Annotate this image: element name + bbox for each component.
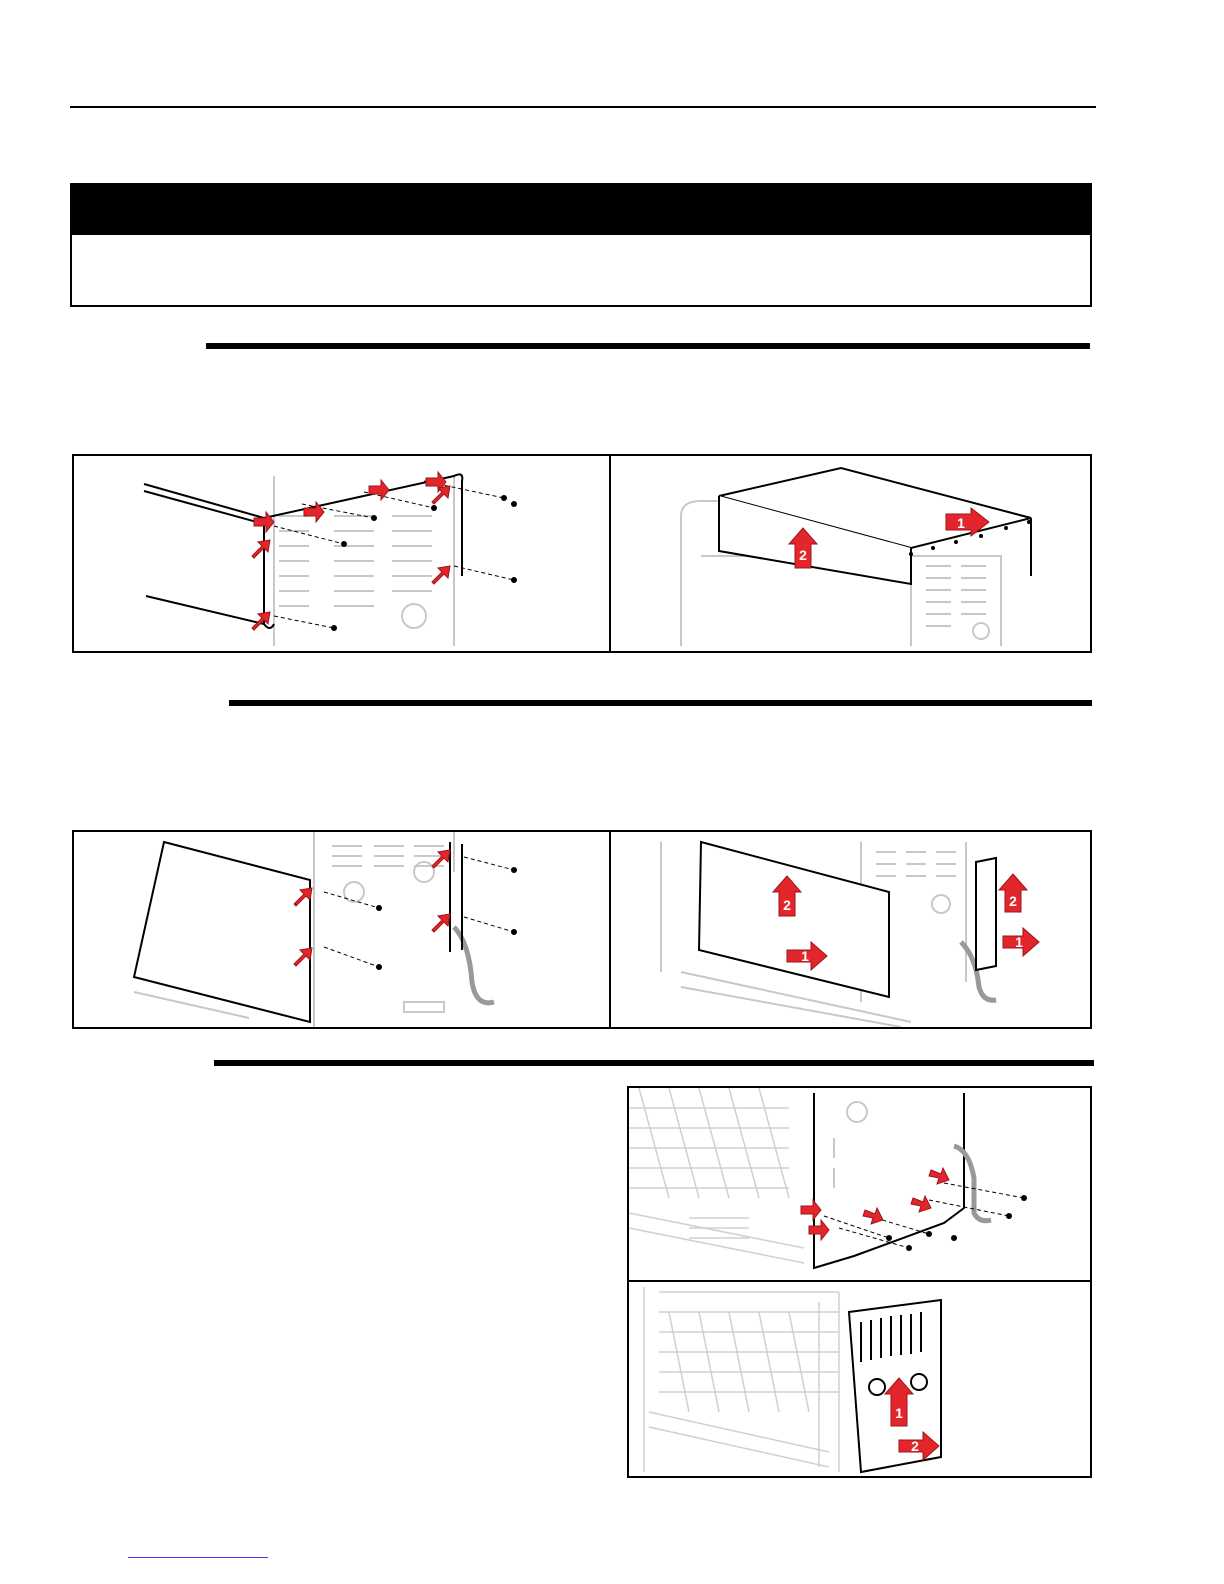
step-label: 1	[801, 948, 809, 964]
figure-side-panel-removal	[609, 830, 1092, 1029]
step-label: 2	[783, 897, 791, 913]
footer-link-underline	[128, 1557, 268, 1558]
rear-panel-screws-diagram	[629, 1088, 1090, 1282]
step-label: 2	[1009, 893, 1017, 909]
warning-box	[70, 183, 1092, 307]
step-label: 1	[1015, 934, 1023, 950]
side-panel-screws-diagram	[74, 832, 611, 1027]
section-2-rule	[229, 700, 1092, 706]
section-1-rule	[206, 343, 1090, 349]
top-cover-removal-diagram	[611, 456, 1090, 651]
step-label: 2	[911, 1438, 919, 1454]
top-cover-screws-diagram	[74, 456, 611, 651]
step-label: 2	[799, 547, 807, 563]
warning-heading	[72, 185, 1090, 235]
section-3-rule	[214, 1060, 1094, 1066]
step-label: 1	[895, 1405, 903, 1421]
side-panel-removal-diagram	[611, 832, 1090, 1027]
figure-side-panel-screws	[72, 830, 613, 1029]
figure-top-cover-screws	[72, 454, 613, 653]
figure-rear-panel-screws	[627, 1086, 1092, 1284]
header-rule	[70, 106, 1096, 108]
rear-panel-removal-diagram	[629, 1282, 1090, 1476]
figure-top-cover-removal	[609, 454, 1092, 653]
step-label: 1	[957, 515, 965, 531]
figure-rear-panel-removal	[627, 1280, 1092, 1478]
